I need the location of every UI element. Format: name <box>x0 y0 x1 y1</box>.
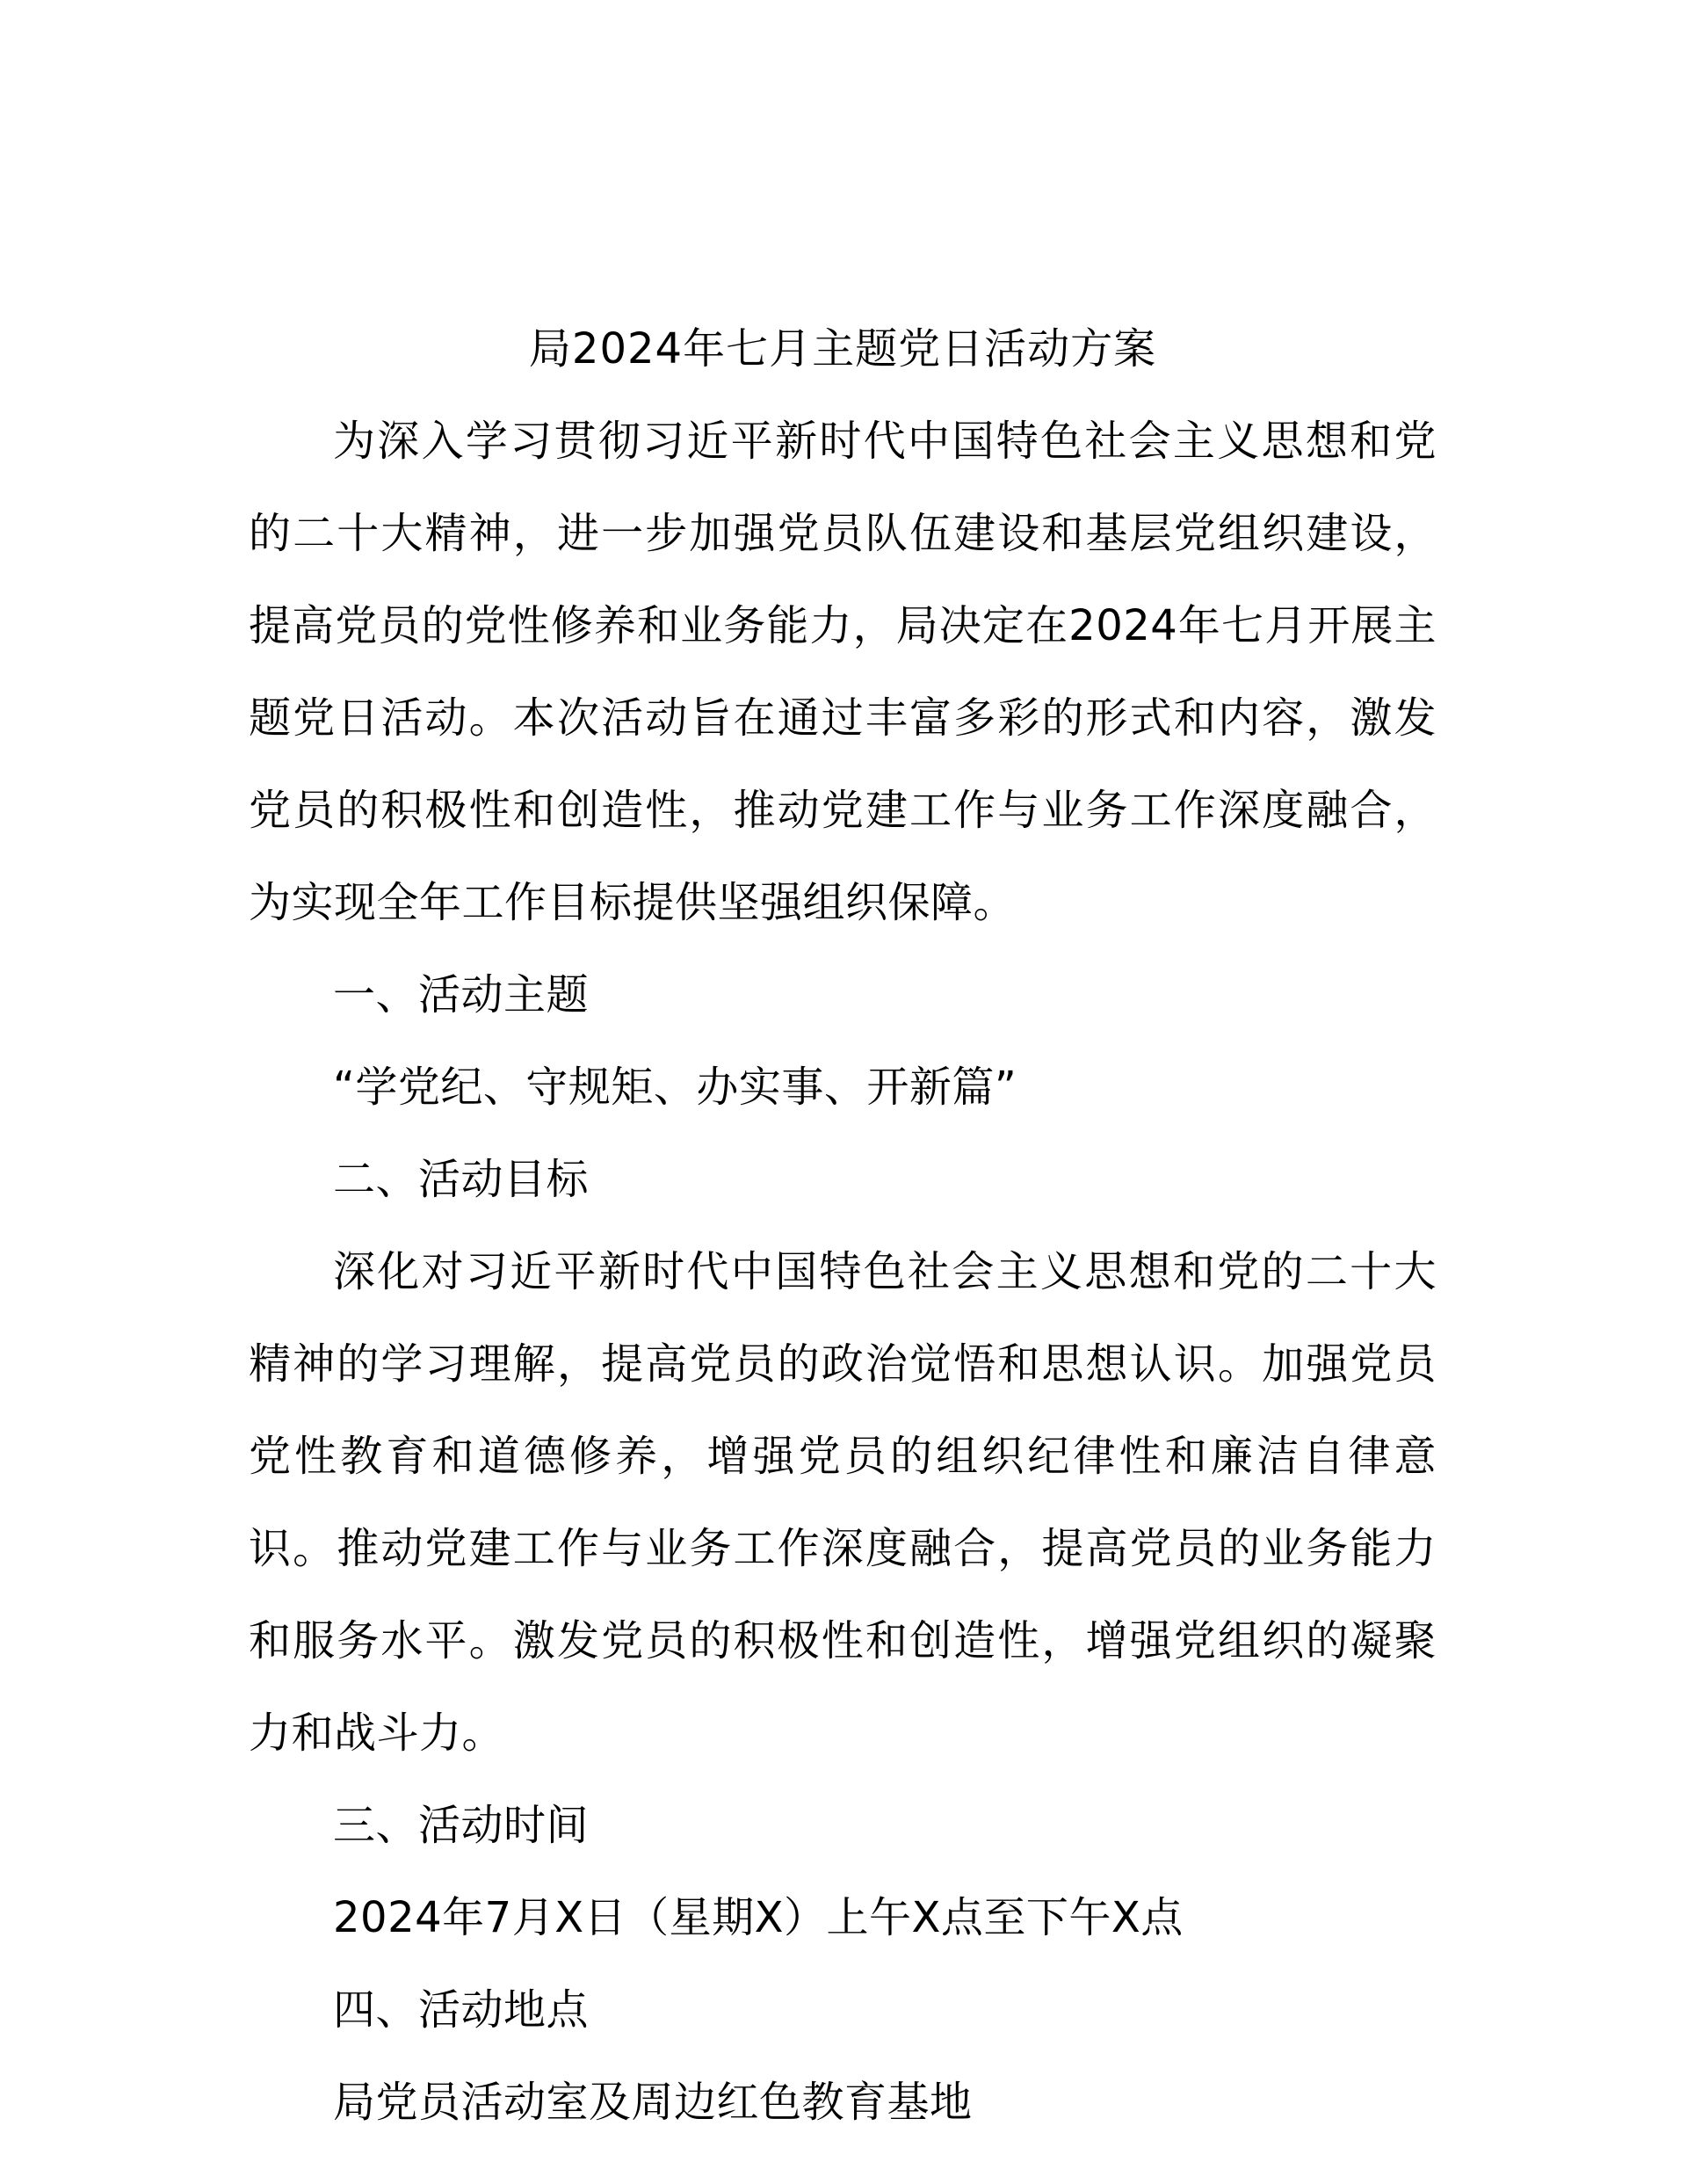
document-body <box>249 303 1437 2149</box>
section-heading-time: 三、活动时间 <box>333 1801 590 1850</box>
section-heading-theme: 一、活动主题 <box>333 970 590 1019</box>
document-title: 局2024年七月主题党日活动方案 <box>528 324 1157 374</box>
section-heading-goals: 二、活动目标 <box>333 1155 590 1204</box>
section-body-time: 2024年7月X日（星期X）上午X点至下午X点 <box>333 1893 1184 1942</box>
section-body-location: 局党员活动室及周边红色教育基地 <box>333 2078 973 2127</box>
section-body-goals: 深化对习近平新时代中国特色社会主义思想和党的二十大精神的学习理解，提高党员的政治觉悟和思想认识。加强党员党性教育和道德修养，增强党员的组织纪律性和廉洁自律意识。推动党建工作与业务工作深度融合，提高党员的业务能力和服务水平。激发党员的积极性和创造性，增强党组织的凝聚力和战斗力。 <box>249 1247 1437 1758</box>
section-heading-location: 四、活动地点 <box>333 1985 590 2035</box>
section-body-theme: “学党纪、守规矩、办实事、开新篇” <box>333 1063 1017 1112</box>
intro-paragraph: 为深入学习贯彻习近平新时代中国特色社会主义思想和党的二十大精神，进一步加强党员队伍建设和基层党组织建设，提高党员的党性修养和业务能力，局决定在2024年七月开展主题党日活动。本次活动旨在通过丰富多彩的形式和内容，激发党员的积极性和创造性，推动党建工作与业务工作深度融合，为实现全年工作目标提供坚强组织保障。 <box>249 417 1437 927</box>
